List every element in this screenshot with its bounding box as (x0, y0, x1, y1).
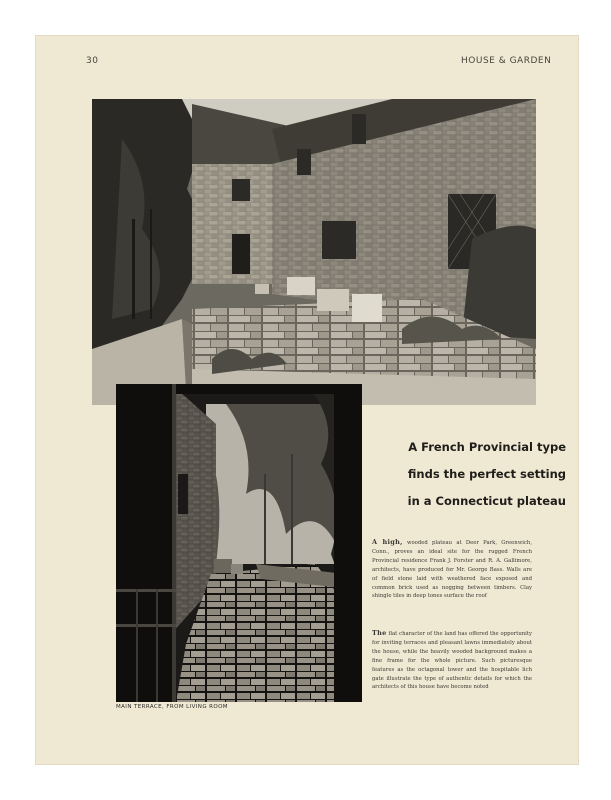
magazine-title: HOUSE & GARDEN (461, 56, 552, 66)
article-paragraph-1 (372, 538, 532, 601)
page-number: 30 (86, 56, 99, 66)
headline-line-3: in a Connecticut plateau (407, 494, 566, 508)
photo-caption: MAIN TERRACE, FROM LIVING ROOM (116, 704, 228, 710)
article-paragraph-2 (372, 629, 532, 692)
photo-flagstone-terrace-view (116, 384, 362, 702)
photo-stone-house-terrace (92, 99, 536, 405)
paragraph-1-body: wooded plateau at Deer Park, Greenwich, Conn., proves an ideal site for the rugged French Provincial residence Frank J. Forster and R. A. Gallimore, architects, have produced for Mr. George Bass. Walls are of field stone laid with weathered face exposed and common brick used as nogging between timbers. Clay shingle tiles in deep tones surface the roof (372, 540, 533, 600)
terrace-photo-illustration (116, 384, 362, 702)
house-photo-illustration (92, 99, 536, 405)
headline-line-2: finds the perfect setting (407, 467, 566, 481)
article-headline (376, 434, 566, 515)
paragraph-2-body: flat character of the land has offered the opportunity for inviting terraces and pleasant lawns immediately about the house, while the heavily wooded background makes a fine frame for the whole picture. Such picturesque features as the octagonal tower and the hospitable lich gate illustrate the type of authentic details for which the architects of this house have become noted (372, 631, 532, 691)
headline-line-1: A French Provincial type (408, 440, 566, 454)
paragraph-1-lead: A high, (372, 538, 403, 546)
paragraph-2-lead: The (372, 629, 387, 637)
magazine-page (36, 36, 578, 764)
